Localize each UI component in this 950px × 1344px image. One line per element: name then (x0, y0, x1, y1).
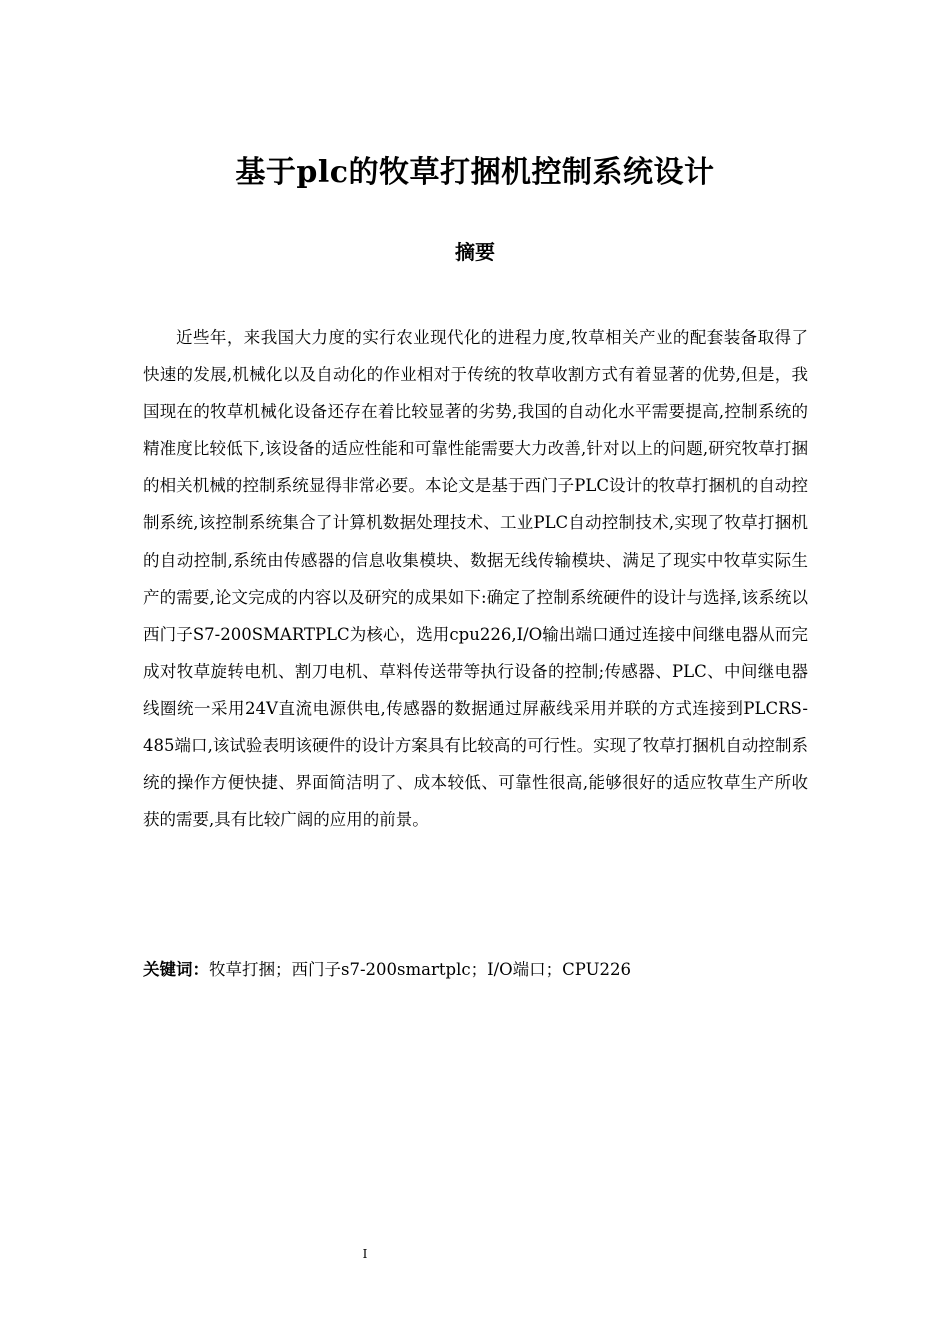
page-number: I (362, 1247, 368, 1261)
abstract-heading: 摘要 (455, 240, 495, 264)
keywords-line (143, 956, 808, 984)
keywords-label: 关键词： (143, 960, 209, 979)
abstract-body: 近些年，来我国大力度的实行农业现代化的进程力度,牧草相关产业的配套装备取得了快速的发展,机械化以及自动化的作业相对于传统的牧草收割方式有着显著的优势,但是，我国现在的牧草机械化设备还存在着比较显著的劣势,我国的自动化水平需要提高,控制系统的精准度比较低下,该设备的适应性能和可靠性能需要大力改善,针对以上的问题,研究牧草打捆的相关机械的控制系统显得非常必要。本论文是基于西门子PLC设计的牧草打捆机的自动控制系统,该控制系统集合了计算机数据处理技术、工业PLC自动控制技术,实现了牧草打捆机的自动控制,系统由传感器的信息收集模块、数据无线传输模块、满足了现实中牧草实际生产的需要,论文完成的内容以及研究的成果如下:确定了控制系统硬件的设计与选择,该系统以西门子S7-200SMARTPLC为核心，选用cpu226,I/O输出端口通过连接中间继电器从而完成对牧草旋转电机、割刀电机、草料传送带等执行设备的控制;传感器、PLC、中间继电器线圈统一采用24V直流电源供电,传感器的数据通过屏蔽线采用并联的方式连接到PLCRS-485端口,该试验表明该硬件的设计方案具有比较高的可行性。实现了牧草打捆机自动控制系统的操作方便快捷、界面简洁明了、成本较低、可靠性很高,能够很好的适应牧草生产所收获的需要,具有比较广阔的应用的前景。 (143, 328, 808, 830)
keywords-text: 牧草打捆；西门子s7-200smartplc；I/O端口；CPU226 (209, 960, 632, 979)
document-title: 基于plc的牧草打捆机控制系统设计 (235, 155, 715, 191)
